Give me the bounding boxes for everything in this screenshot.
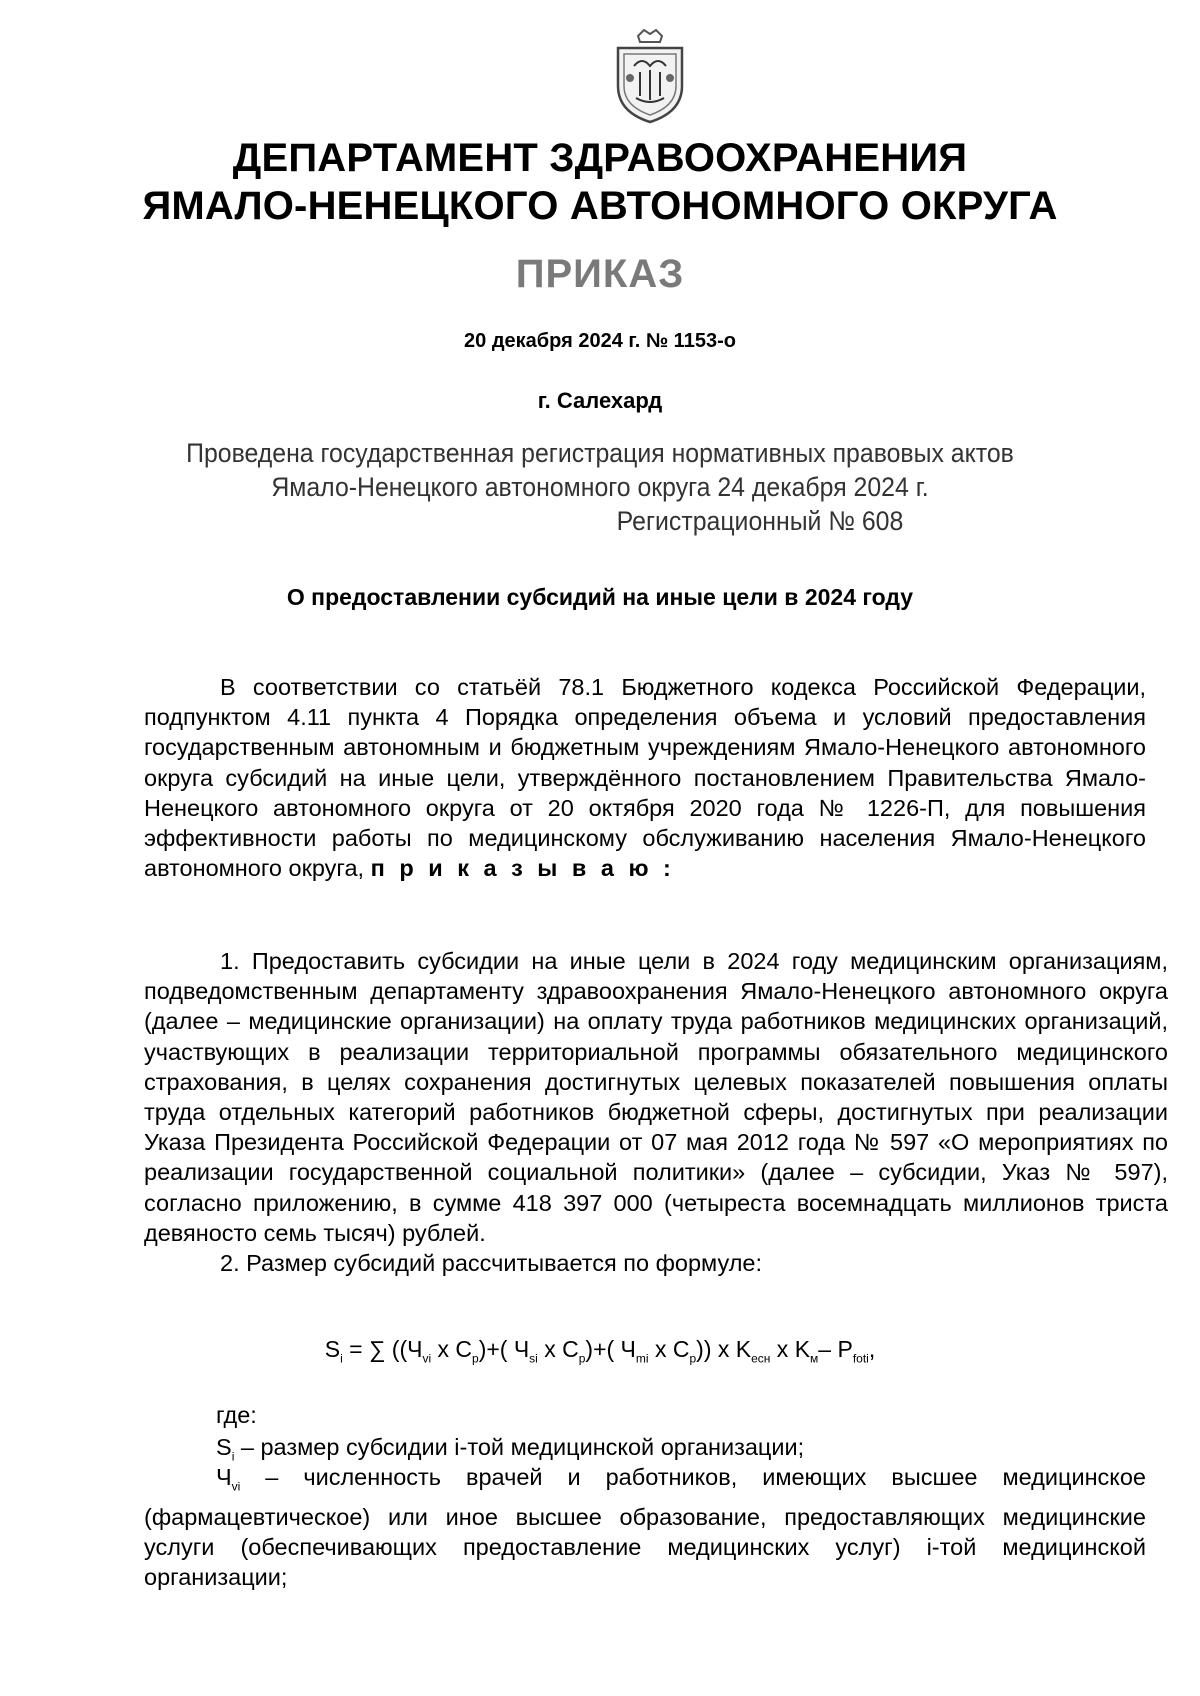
department-title-line2: ЯМАЛО-НЕНЕЦКОГО АВТОНОМНОГО ОКРУГА [142, 184, 1058, 228]
item-2-text: 2. Размер субсидий рассчитывается по формуле: [220, 1250, 763, 1277]
item-1-text: 1. Предоставить субсидии на иные цели в 2024 году медицинским организациям, подведомственным департаменту здравоохранения Ямало-Ненецкого автономного округа (далее – медицинские организации) на оплату труда работников медицинских организаций, участвующих в реализации территориальной программы обязательного медицинского страхования, в целях сохранения достигнутых целевых показателей повышения оплаты труда отдельных категорий работников бюджетной сферы, достигнутых при реализации Указа Президента Российской Федерации от 07 мая 2012 года № 597 «О мероприятиях по реализации государственной социальной политики» (далее – субсидии, Указ № 597), согласно приложению, в сумме 418 397 000 (четыреста восемнадцать миллионов триста девяносто семь тысяч) рублей. [144, 948, 1168, 1246]
document-subject: О предоставлении субсидий на иные цели в 2024 году [286, 584, 914, 610]
subsidy-formula: $S_i$ = ∑ (($Ч_{vi}$ x $C_p)+$( $Ч_{si}$ x $C_p)+$( $Ч_{mi}$ x $C_p$)) x $K_{есн}$ x $K_м-$ $P_{foti}$, [324, 1336, 876, 1366]
where-label: где: [216, 1402, 257, 1428]
definition-si: $S_i$ – размер субсидии i-той медицинской организации; [216, 1434, 805, 1464]
department-title-line1: ДЕПАРТАМЕНТ ЗДРАВООХРАНЕНИЯ [232, 136, 968, 180]
date-and-number: 20 декабря 2024 г. № 1153-о [464, 330, 736, 352]
registration-line1: Проведена государственная регистрация нормативных правовых актов [186, 438, 1014, 468]
registration-line2: Ямало-Ненецкого автономного округа 24 декабря 2024 г. [271, 472, 929, 502]
registration-number: Регистрационный № 608 [616, 506, 904, 536]
preamble-text: В соответствии со статьёй 78.1 Бюджетного кодекса Российской Федерации, подпунктом 4.11 пункта 4 Порядка определения объема и условий предоставления государственным автономным и бюджетным учреждениям Ямало-Ненецкого автономного округа субсидий на иные цели, утверждённого постановлением Правительства Ямало-Ненецкого автономного округа от 20 октября 2020 года № 1226-П, для повышения эффективности работы по медицинскому обслуживанию населения Ямало-Ненецкого автономного округа, [144, 674, 1146, 882]
coat-of-arms-icon [608, 26, 692, 126]
preamble-paragraph [144, 672, 1146, 883]
item-1-paragraph [144, 946, 1168, 1278]
definition-chvi: $Ч_{vi}$ – численность врачей и работников, имеющих высшее медицинское (фармацевтическое) или иное высшее образование, предоставляющих медицинские услуги (обеспечивающих предоставление медицинских услуг) i-той медицинской организации; [144, 1464, 1146, 1591]
city: г. Салехард [537, 388, 663, 413]
order-word: п р и к а з ы в а ю : [370, 855, 675, 882]
document-type: ПРИКАЗ [515, 252, 685, 296]
